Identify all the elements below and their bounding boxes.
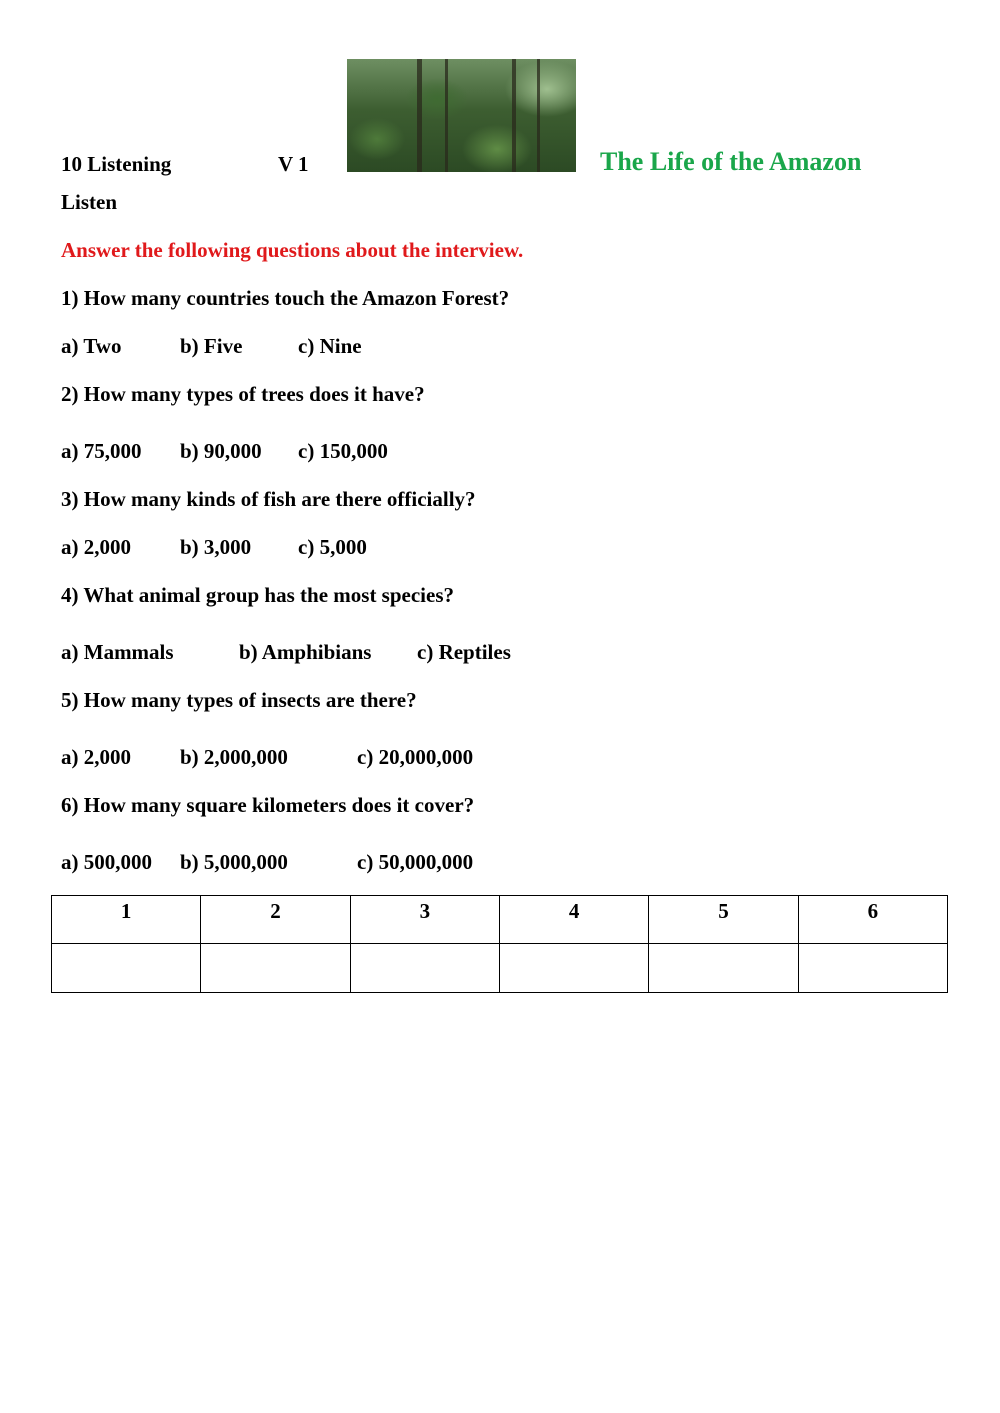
option-c[interactable]: c) 5,000 [298, 535, 367, 559]
option-b[interactable]: b) 3,000 [180, 535, 252, 559]
option-b[interactable]: b) 5,000,000 [180, 850, 288, 874]
answer-header-cell: 4 [499, 896, 648, 944]
question-3: 3) How many kinds of fish are there officially? [61, 487, 476, 511]
option-a[interactable]: a) Mammals [61, 640, 174, 664]
option-b[interactable]: b) 90,000 [180, 439, 262, 463]
unit-label: 10 Listening [61, 152, 172, 176]
option-c[interactable]: c) 150,000 [298, 439, 388, 463]
question-1: 1) How many countries touch the Amazon Forest? [61, 286, 510, 310]
rainforest-photo [347, 59, 576, 172]
option-b[interactable]: b) Five [180, 334, 243, 358]
answer-header-cell: 3 [350, 896, 499, 944]
answer-table-header-row [52, 896, 948, 944]
answer-header-cell: 1 [52, 896, 201, 944]
listen-label: Listen [61, 190, 118, 214]
option-a[interactable]: a) 2,000 [61, 535, 131, 559]
answer-input-cell[interactable] [201, 944, 350, 993]
answer-header-cell: 6 [798, 896, 947, 944]
answer-table-input-row [52, 944, 948, 993]
option-b[interactable]: b) Amphibians [239, 640, 372, 664]
answer-input-cell[interactable] [798, 944, 947, 993]
question-5: 5) How many types of insects are there? [61, 688, 417, 712]
answer-header-cell: 5 [649, 896, 798, 944]
answer-input-cell[interactable] [350, 944, 499, 993]
option-c[interactable]: c) 50,000,000 [357, 850, 474, 874]
option-c[interactable]: c) 20,000,000 [357, 745, 474, 769]
option-a[interactable]: a) Two [61, 334, 122, 358]
question-6: 6) How many square kilometers does it cover? [61, 793, 475, 817]
option-a[interactable]: a) 75,000 [61, 439, 142, 463]
option-a[interactable]: a) 500,000 [61, 850, 152, 874]
option-c[interactable]: c) Nine [298, 334, 362, 358]
answer-input-cell[interactable] [499, 944, 648, 993]
answer-table [51, 895, 948, 993]
answer-header-cell: 2 [201, 896, 350, 944]
answer-input-cell[interactable] [52, 944, 201, 993]
worksheet-title: The Life of the Amazon [600, 147, 862, 176]
option-c[interactable]: c) Reptiles [417, 640, 511, 664]
version-label: V 1 [278, 152, 309, 176]
instruction-text: Answer the following questions about the interview. [61, 238, 524, 262]
question-2: 2) How many types of trees does it have? [61, 382, 425, 406]
option-b[interactable]: b) 2,000,000 [180, 745, 288, 769]
option-a[interactable]: a) 2,000 [61, 745, 131, 769]
answer-input-cell[interactable] [649, 944, 798, 993]
question-4: 4) What animal group has the most species? [61, 583, 455, 607]
